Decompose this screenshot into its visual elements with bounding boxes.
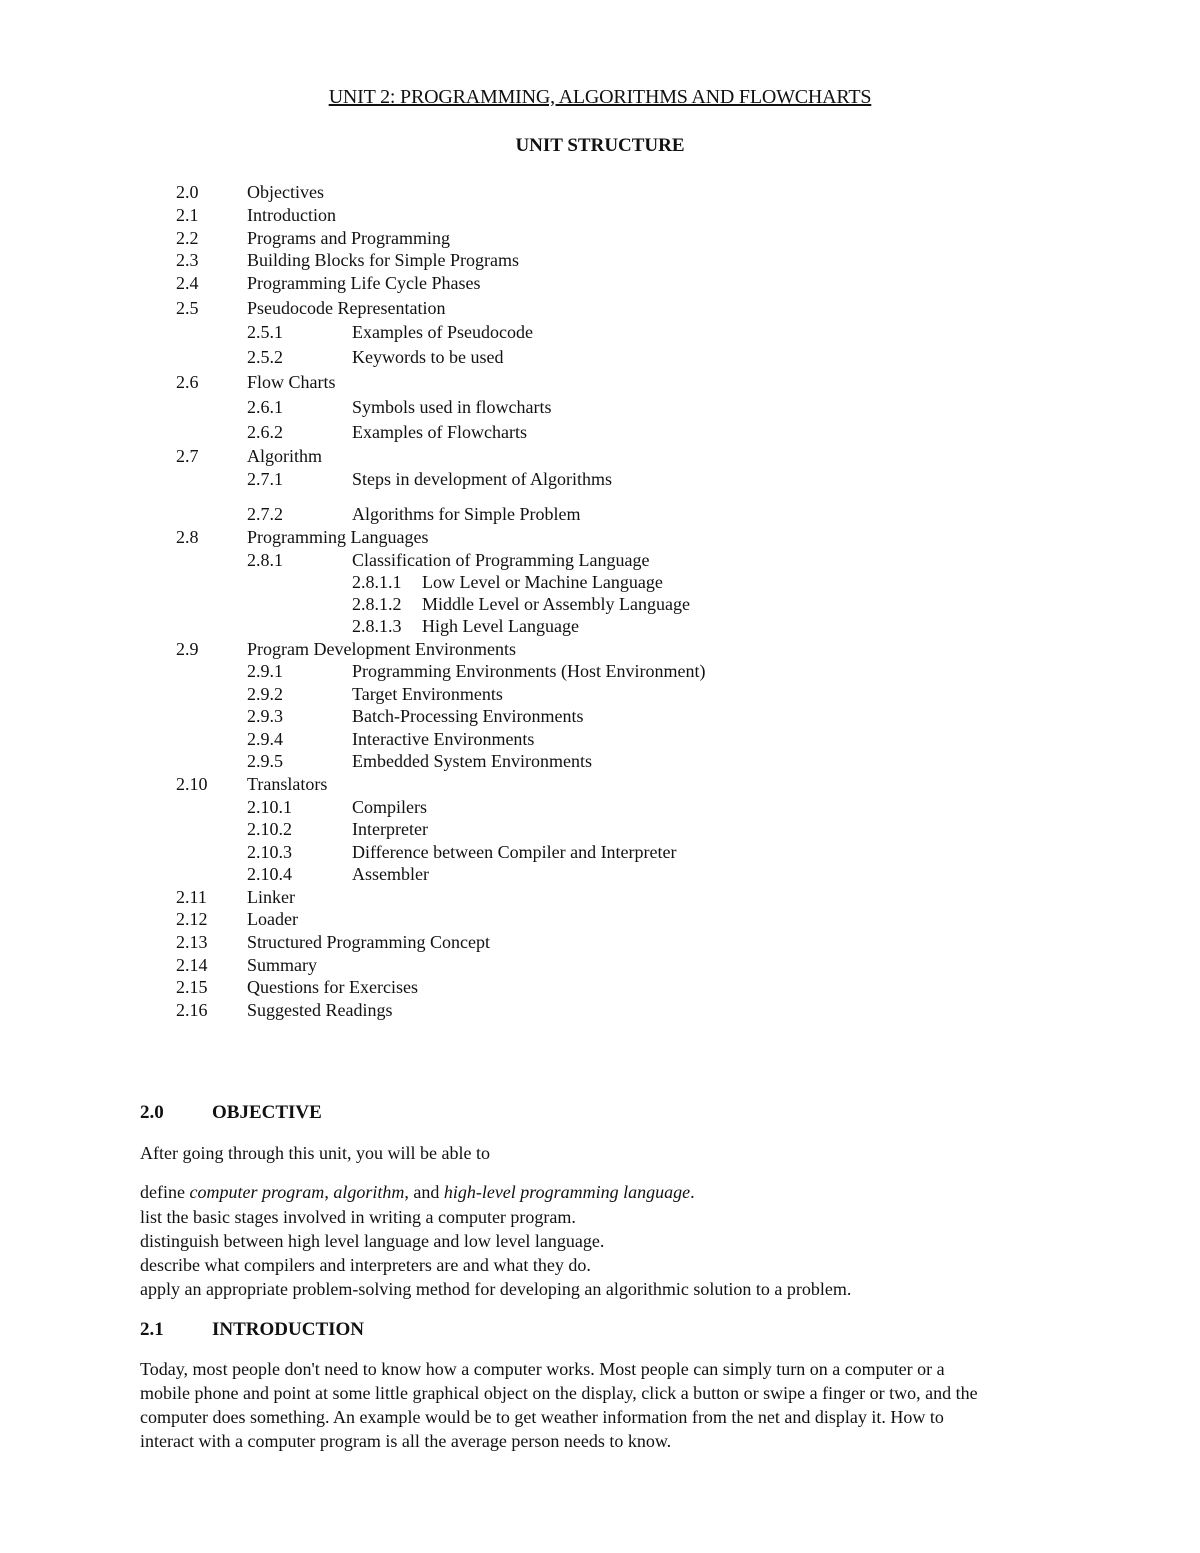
term-algorithm: algorithm	[333, 1182, 405, 1202]
toc-entry	[0, 297, 1200, 319]
toc-entry	[0, 705, 1200, 727]
toc-entry	[0, 227, 1200, 249]
objective-item: describe what compilers and interpreters are and what they do.	[140, 1255, 591, 1275]
toc-entry-number: 2.15	[176, 977, 208, 997]
introduction-line: Today, most people don't need to know how a computer works. Most people can simply turn on a computer or a	[140, 1359, 945, 1379]
toc-entry-number: 2.9.1	[247, 661, 283, 681]
toc-entry-number: 2.9.4	[247, 729, 283, 749]
toc-entry	[0, 204, 1200, 226]
toc-entry-label: Assembler	[352, 864, 429, 884]
toc-entry-label: Program Development Environments	[247, 639, 516, 659]
toc-entry-number: 2.10	[176, 774, 208, 794]
toc-entry	[0, 773, 1200, 795]
objective-item-define-prefix: define	[140, 1182, 190, 1202]
toc-entry-number: 2.5.1	[247, 322, 283, 342]
toc-entry-label: Structured Programming Concept	[247, 932, 490, 952]
objective-item-define	[140, 1181, 695, 1203]
toc-entry-label: Middle Level or Assembly Language	[422, 594, 690, 614]
toc-entry-label: Loader	[247, 909, 298, 929]
toc-entry-label: Programs and Programming	[247, 228, 450, 248]
toc-entry	[0, 272, 1200, 294]
toc-entry-label: Steps in development of Algorithms	[352, 469, 612, 489]
toc-entry	[0, 396, 1200, 418]
objective-number: 2.0	[140, 1102, 164, 1123]
introduction-line: mobile phone and point at some little graphical object on the display, click a button or swipe a finger or two, and the	[140, 1383, 978, 1403]
document-title: UNIT 2: PROGRAMMING, ALGORITHMS AND FLOWCHARTS	[328, 86, 872, 108]
toc-entry-number: 2.9.3	[247, 706, 283, 726]
toc-entry-label: Questions for Exercises	[247, 977, 418, 997]
toc-entry-number: 2.1	[176, 205, 199, 225]
toc-entry-label: Compilers	[352, 797, 427, 817]
toc-entry	[0, 660, 1200, 682]
toc-entry-label: Interpreter	[352, 819, 428, 839]
toc-entry-label: Algorithms for Simple Problem	[352, 504, 581, 524]
toc-entry	[0, 371, 1200, 393]
toc-entry-number: 2.8.1.3	[352, 616, 402, 636]
toc-entry	[0, 615, 1200, 637]
objective-item-define-sep1: ,	[324, 1182, 334, 1202]
toc-entry-label: Flow Charts	[247, 372, 336, 392]
objective-title: OBJECTIVE	[212, 1102, 322, 1123]
toc-entry-label: Suggested Readings	[247, 1000, 393, 1020]
term-high-level-language: high-level programming language	[443, 1182, 691, 1202]
toc-entry-label: Examples of Flowcharts	[352, 422, 527, 442]
toc-entry	[0, 468, 1200, 490]
toc-entry-label: Translators	[247, 774, 328, 794]
toc-entry-label: Classification of Programming Language	[352, 550, 650, 570]
introduction-paragraph	[140, 1357, 1060, 1453]
toc-entry	[0, 818, 1200, 840]
toc-entry-label: Linker	[247, 887, 295, 907]
toc-entry-number: 2.6.1	[247, 397, 283, 417]
toc-entry-label: Difference between Compiler and Interpreter	[352, 842, 677, 862]
toc-entry	[0, 249, 1200, 271]
toc-entry-number: 2.8.1.2	[352, 594, 402, 614]
introduction-title: INTRODUCTION	[212, 1319, 365, 1340]
toc-entry-label: Examples of Pseudocode	[352, 322, 533, 342]
toc-entry	[0, 954, 1200, 976]
toc-entry	[0, 421, 1200, 443]
toc-entry-number: 2.8	[176, 527, 199, 547]
toc-entry	[0, 445, 1200, 467]
term-computer-program: computer program	[189, 1182, 325, 1202]
toc-entry-label: Algorithm	[247, 446, 322, 466]
toc-entry	[0, 841, 1200, 863]
toc-entry-number: 2.9.2	[247, 684, 283, 704]
toc-entry-number: 2.10.3	[247, 842, 292, 862]
toc-entry-label: Building Blocks for Simple Programs	[247, 250, 519, 270]
introduction-line: computer does something. An example would be to get weather information from the net and display it. How to	[140, 1407, 944, 1427]
toc-entry-number: 2.12	[176, 909, 208, 929]
toc-entry-label: Introduction	[247, 205, 336, 225]
toc-entry-number: 2.6	[176, 372, 199, 392]
toc-entry-label: Keywords to be used	[352, 347, 504, 367]
toc-entry-number: 2.10.2	[247, 819, 292, 839]
toc-entry-number: 2.10.4	[247, 864, 292, 884]
objective-item: apply an appropriate problem-solving method for developing an algorithmic solution to a problem.	[140, 1279, 852, 1299]
toc-entry	[0, 976, 1200, 998]
toc-entry	[0, 181, 1200, 203]
toc-entry	[0, 321, 1200, 343]
toc-entry-number: 2.8.1	[247, 550, 283, 570]
toc-entry-number: 2.4	[176, 273, 199, 293]
objective-item-define-sep2: , and	[404, 1182, 444, 1202]
unit-structure-heading: UNIT STRUCTURE	[515, 135, 685, 156]
toc-entry	[0, 908, 1200, 930]
objective-intro: After going through this unit, you will be able to	[140, 1143, 490, 1163]
toc-entry-label: Symbols used in flowcharts	[352, 397, 552, 417]
toc-entry	[0, 593, 1200, 615]
toc-entry-label: Pseudocode Representation	[247, 298, 446, 318]
toc-entry-number: 2.10.1	[247, 797, 292, 817]
toc-entry-number: 2.8.1.1	[352, 572, 402, 592]
toc-entry-number: 2.13	[176, 932, 208, 952]
toc-entry	[0, 638, 1200, 660]
toc-entry	[0, 549, 1200, 571]
toc-entry	[0, 750, 1200, 772]
toc-entry-label: Embedded System Environments	[352, 751, 592, 771]
toc-entry-number: 2.16	[176, 1000, 208, 1020]
toc-entry-number: 2.2	[176, 228, 199, 248]
toc-entry	[0, 503, 1200, 525]
toc-entry-label: Programming Environments (Host Environment)	[352, 661, 706, 681]
toc-entry-label: Batch-Processing Environments	[352, 706, 584, 726]
toc-entry	[0, 346, 1200, 368]
toc-entry-number: 2.11	[176, 887, 207, 907]
toc-entry-label: Programming Languages	[247, 527, 429, 547]
toc-entry	[0, 683, 1200, 705]
toc-entry	[0, 796, 1200, 818]
toc-entry-label: High Level Language	[422, 616, 579, 636]
toc-entry-number: 2.14	[176, 955, 208, 975]
toc-entry	[0, 728, 1200, 750]
introduction-number: 2.1	[140, 1319, 164, 1340]
toc-entry-label: Programming Life Cycle Phases	[247, 273, 481, 293]
toc-entry-number: 2.5	[176, 298, 199, 318]
toc-entry	[0, 931, 1200, 953]
toc-entry	[0, 999, 1200, 1021]
toc-entry-label: Summary	[247, 955, 317, 975]
toc-entry-label: Objectives	[247, 182, 324, 202]
toc-entry-label: Target Environments	[352, 684, 503, 704]
toc-entry-number: 2.3	[176, 250, 199, 270]
toc-entry-number: 2.7	[176, 446, 199, 466]
objective-item: distinguish between high level language and low level language.	[140, 1231, 605, 1251]
objective-item-define-suffix: .	[690, 1182, 695, 1202]
toc-entry-number: 2.5.2	[247, 347, 283, 367]
toc-entry	[0, 863, 1200, 885]
toc-entry-number: 2.7.2	[247, 504, 283, 524]
toc-entry-number: 2.7.1	[247, 469, 283, 489]
toc-entry	[0, 571, 1200, 593]
toc-entry	[0, 526, 1200, 548]
objective-item: list the basic stages involved in writing a computer program.	[140, 1207, 576, 1227]
toc-entry-number: 2.9.5	[247, 751, 283, 771]
introduction-line: interact with a computer program is all the average person needs to know.	[140, 1431, 672, 1451]
toc-entry-number: 2.9	[176, 639, 199, 659]
toc-entry-number: 2.6.2	[247, 422, 283, 442]
toc-entry	[0, 886, 1200, 908]
toc-entry-number: 2.0	[176, 182, 199, 202]
toc-entry-label: Interactive Environments	[352, 729, 535, 749]
toc-entry-label: Low Level or Machine Language	[422, 572, 663, 592]
